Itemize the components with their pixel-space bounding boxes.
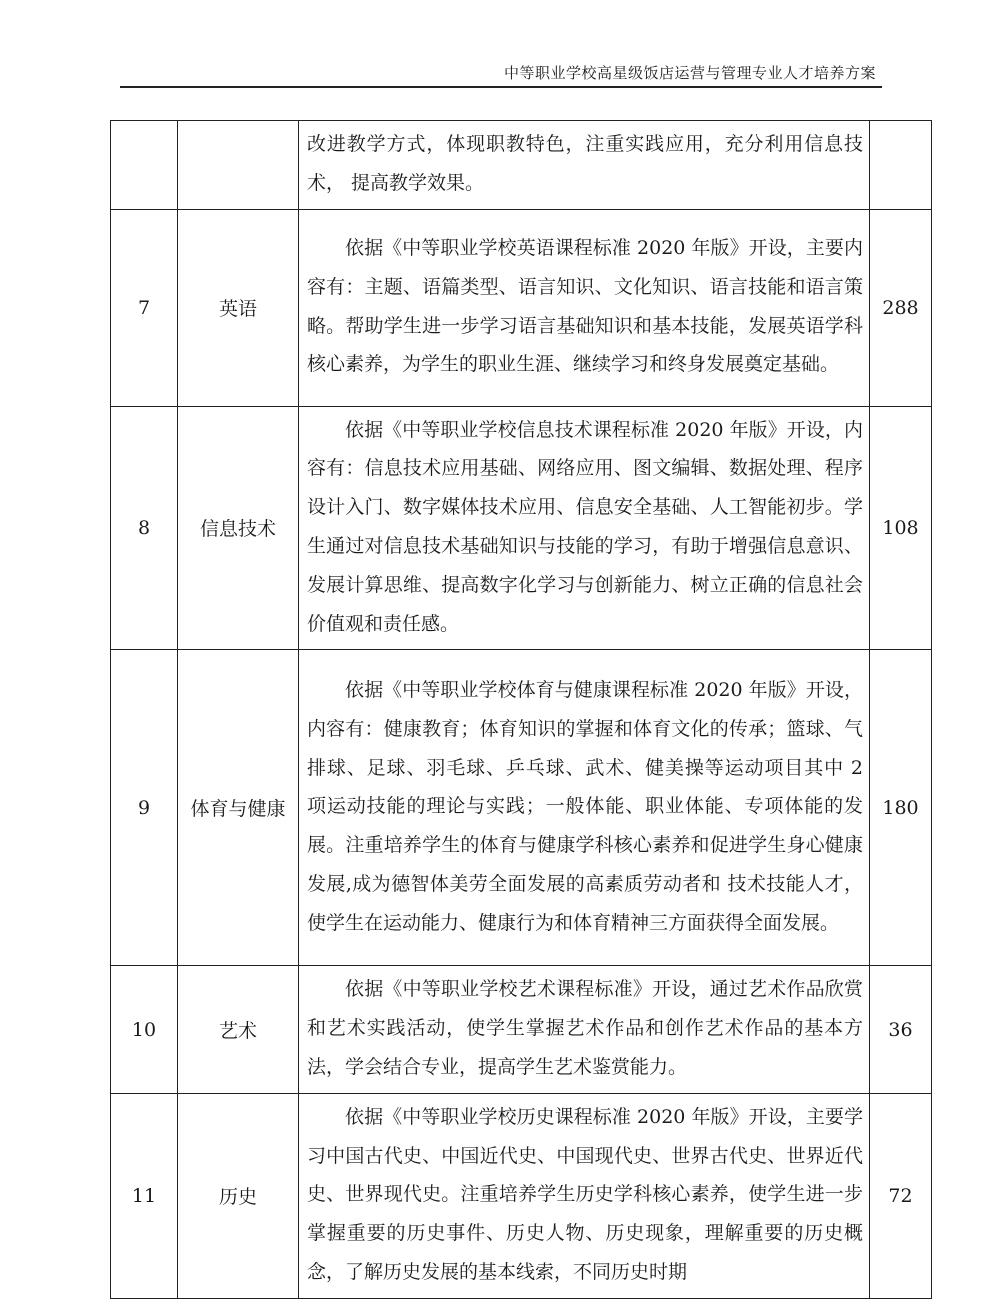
course-description <box>299 209 870 406</box>
course-hours: 288 <box>870 209 932 406</box>
course-name: 艺术 <box>178 966 299 1093</box>
course-number <box>111 121 178 210</box>
course-number: 10 <box>111 966 178 1093</box>
document-title: 中等职业学校高星级饭店运营与管理专业人才培养方案 <box>503 64 876 82</box>
table-row <box>111 406 932 650</box>
course-description <box>299 406 870 650</box>
course-number: 11 <box>111 1093 178 1298</box>
course-name: 历史 <box>178 1093 299 1298</box>
course-description <box>299 1093 870 1298</box>
course-description-text: 依据《中等职业学校信息技术课程标准 2020 年版》开设，内容有：信息技术应用基础、网络应用、图文编辑、数据处理、程序设计入门、数字媒体技术应用、信息安全基础、人工智能初步。学生通过对信息技术基础知识与技能的学习，有助于增强信息意识、发展计算思维、提高数字化学习与创新能力、树立正确的信息社会价值观和责任感。 <box>307 418 863 635</box>
course-description-text: 依据《中等职业学校艺术课程标准》开设，通过艺术作品欣赏和艺术实践活动，使学生掌握艺术作品和创作艺术作品的基本方法，学会结合专业，提高学生艺术鉴赏能力。 <box>307 978 863 1078</box>
course-hours: 36 <box>870 966 932 1093</box>
course-hours: 72 <box>870 1093 932 1298</box>
table-row <box>111 1093 932 1298</box>
course-description-text: 依据《中等职业学校英语课程标准 2020 年版》开设，主要内容有：主题、语篇类型、语言知识、文化知识、语言技能和语言策略。帮助学生进一步学习语言基础知识和基本技能，发展英语学科核心素养，为学生的职业生涯、继续学习和终身发展奠定基础。 <box>307 237 863 376</box>
course-description <box>299 121 870 210</box>
table-row <box>111 966 932 1093</box>
page-header <box>120 56 882 88</box>
course-description <box>299 966 870 1093</box>
course-hours: 180 <box>870 650 932 966</box>
course-description-text: 改进教学方式，体现职教特色，注重实践应用，充分利用信息技术， 提高教学效果。 <box>307 133 863 194</box>
course-number: 8 <box>111 406 178 650</box>
course-name <box>178 121 299 210</box>
course-hours: 108 <box>870 406 932 650</box>
course-description-text: 依据《中等职业学校体育与健康课程标准 2020 年版》开设，内容有：健康教育；体育知识的掌握和体育文化的传承；篮球、气排球、足球、羽毛球、乒乓球、武术、健美操等运动项目其中 2 项运动技能的理论与实践；一般体能、职业体能、专项体能的发展。注重培养学生的体育与健康学科核心素养和促进学生身心健康发展,成为德智体美劳全面发展的高素质劳动者和 技术技能人才，使学生在运动能力、健康行为和体育精神三方面获得全面发展。 <box>307 679 863 934</box>
table-row <box>111 650 932 966</box>
course-number: 9 <box>111 650 178 966</box>
table-row <box>111 209 932 406</box>
course-name: 英语 <box>178 209 299 406</box>
course-number: 7 <box>111 209 178 406</box>
course-hours <box>870 121 932 210</box>
course-name: 信息技术 <box>178 406 299 650</box>
table-row <box>111 121 932 210</box>
course-description-text: 依据《中等职业学校历史课程标准 2020 年版》开设，主要学习中国古代史、中国近代史、中国现代史、世界古代史、世界近代史、世界现代史。注重培养学生历史学科核心素养，使学生进一步掌握重要的历史事件、历史人物、历史现象，理解重要的历史概念，了解历史发展的基本线索，不同历史时期 <box>307 1105 863 1283</box>
course-name: 体育与健康 <box>178 650 299 966</box>
course-description <box>299 650 870 966</box>
course-table <box>110 120 932 1299</box>
